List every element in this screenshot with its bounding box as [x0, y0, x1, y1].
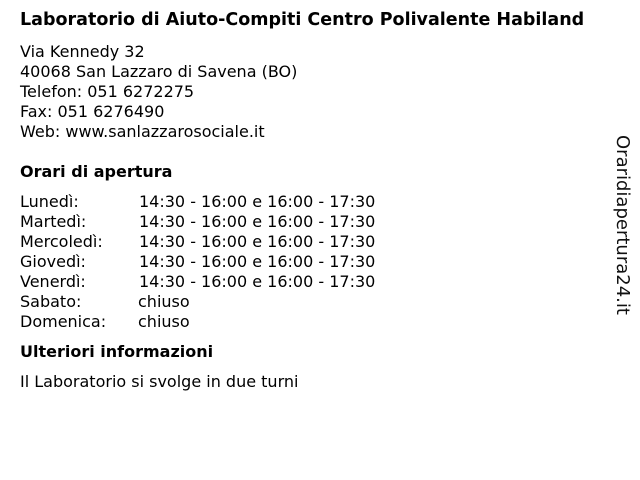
day-label: Venerdì:	[20, 272, 86, 291]
site-watermark-label: Oraridiapertura24.it	[612, 135, 633, 315]
street-address: Via Kennedy 32	[20, 42, 145, 61]
time-value: 14:30 - 16:00 e 16:00 - 17:30	[139, 232, 376, 251]
day-label: Sabato:	[20, 292, 82, 311]
page-title: Laboratorio di Aiuto-Compiti Centro Polivalente Habiland	[20, 10, 585, 30]
address-block	[20, 42, 600, 142]
opening-hours-table	[20, 192, 600, 332]
day-label: Giovedì:	[20, 252, 86, 271]
further-info-heading: Ulteriori informazioni	[20, 342, 214, 361]
hours-row-thursday	[20, 252, 600, 272]
time-value: chiuso	[138, 312, 190, 331]
hours-row-monday	[20, 192, 600, 212]
day-label: Mercoledì:	[20, 232, 103, 251]
day-label: Lunedì:	[20, 192, 79, 211]
further-info-text: Il Laboratorio si svolge in due turni	[20, 372, 299, 391]
time-value: 14:30 - 16:00 e 16:00 - 17:30	[139, 252, 376, 271]
city-address: 40068 San Lazzaro di Savena (BO)	[20, 62, 298, 81]
website: Web: www.sanlazzarosociale.it	[20, 122, 265, 141]
hours-row-wednesday	[20, 232, 600, 252]
day-label: Martedì:	[20, 212, 87, 231]
time-value: 14:30 - 16:00 e 16:00 - 17:30	[139, 212, 376, 231]
fax-number: Fax: 051 6276490	[20, 102, 165, 121]
business-card	[20, 10, 600, 392]
time-value: 14:30 - 16:00 e 16:00 - 17:30	[139, 192, 376, 211]
hours-row-friday	[20, 272, 600, 292]
time-value: chiuso	[138, 292, 190, 311]
opening-hours-heading: Orari di apertura	[20, 162, 173, 181]
hours-row-saturday	[20, 292, 600, 312]
phone-number: Telefon: 051 6272275	[20, 82, 195, 101]
time-value: 14:30 - 16:00 e 16:00 - 17:30	[139, 272, 376, 291]
hours-row-tuesday	[20, 212, 600, 232]
day-label: Domenica:	[20, 312, 107, 331]
hours-row-sunday	[20, 312, 600, 332]
